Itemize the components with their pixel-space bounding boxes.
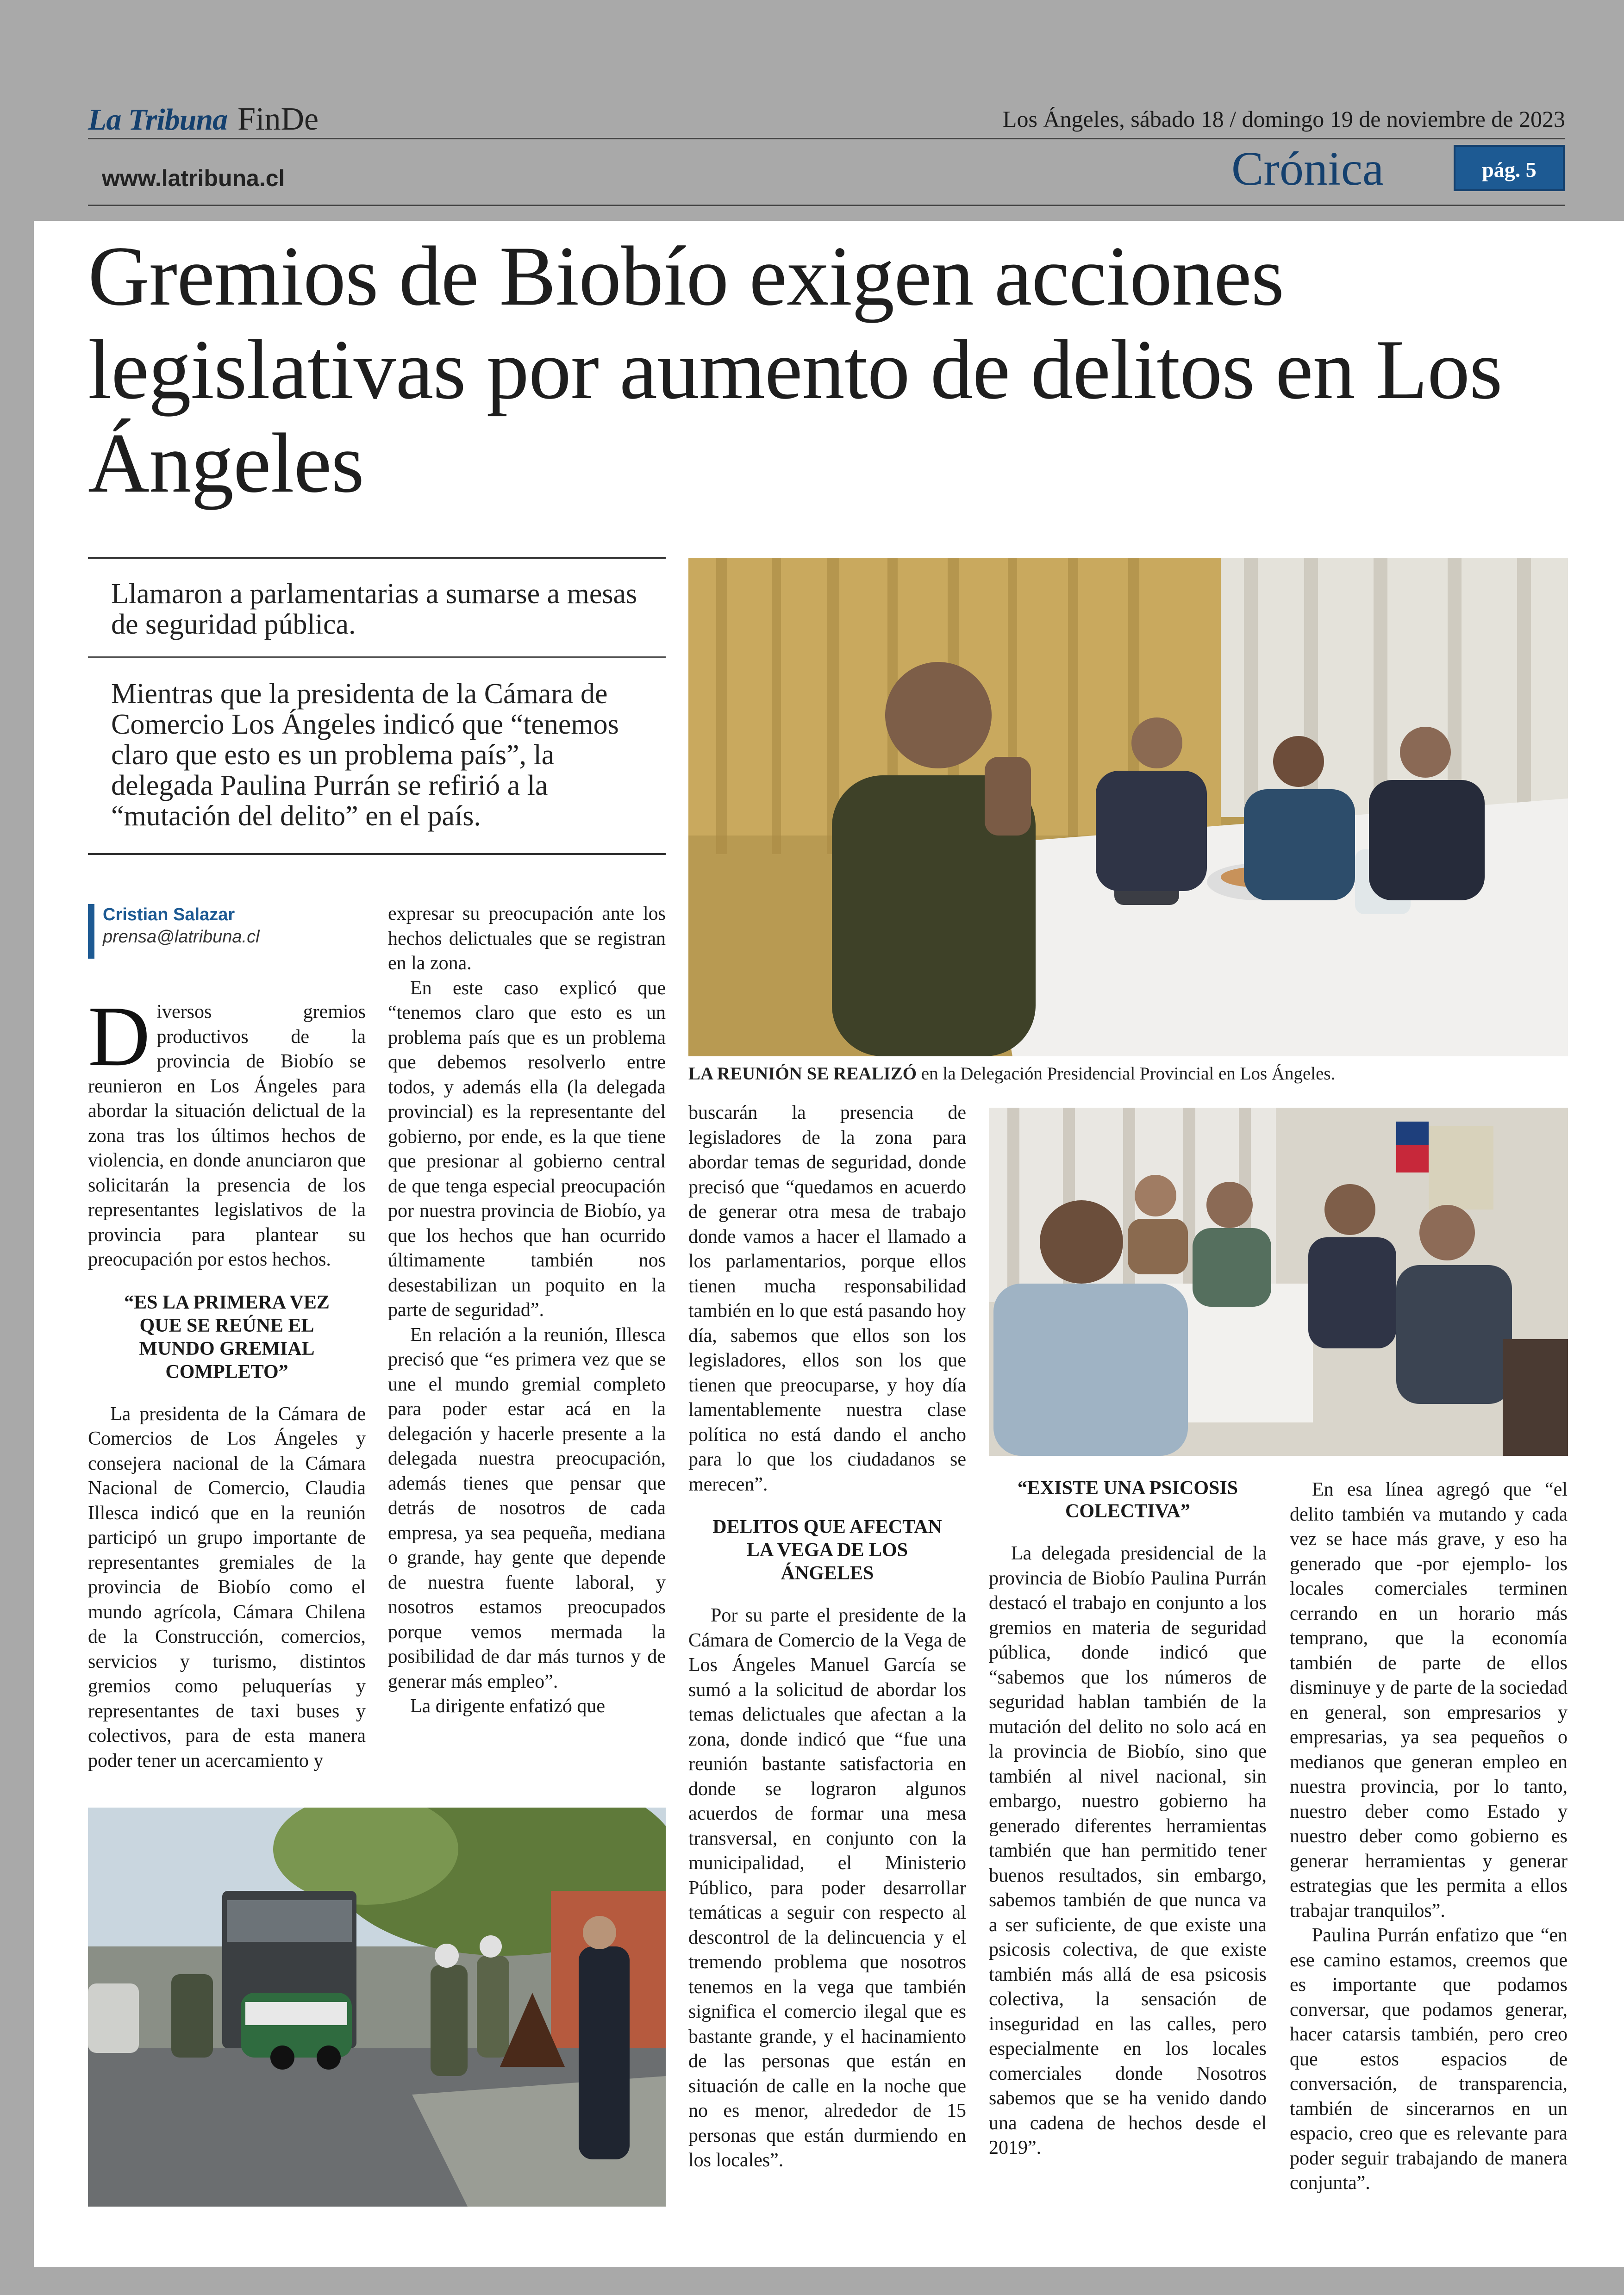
section-title: Crónica <box>1231 142 1384 195</box>
header-rule-bottom <box>88 205 1565 206</box>
body-paragraph: En este caso explicó que “tenemos claro que esto es un problema país que es un problema que debemos resolverlo entre todos, y además ella (la delegada provincial) es la representante del gobierno, por ende, es la que tiene que presionar al gobierno central de que tenga especial preocupación por nuestra provincia de Biobío, ya que los hechos que han ocurrido últimamente también nos desestabilizan un poquito en la parte de seguridad”. <box>388 977 666 1321</box>
body-paragraph: Paulina Purrán enfatizo que “en ese camino estamos, creemos que es importante que podamos conversar, que podamos generar, hacer catarsis también, pero creo que estos espacios de conversación, de transparencia, también de sincerarnos en un espacio, creo que es relevante para poder seguir trabajando de manera conjunta”. <box>1290 1925 1568 2194</box>
subhead-primera-vez: “ES LA PRIMERA VEZ QUE SE REÚNE EL MUNDO GREMIAL COMPLETO” <box>124 1291 330 1383</box>
body-paragraph: buscarán la presencia de legisladores de la zona para abordar temas de seguridad, donde precisó que “quedamos en acuerdo de generar otra mesa de trabajo donde vamos a hacer el llamado a los parlamentarios, porque ellos tienen mucha responsabilidad también en lo que está pasando hoy día, sabemos que ellos son los legisladores, ellos son los que tienen que preocuparse, y hoy día lamentablemente nuestra clase política no está dando el ancho para lo que los ciudadanos se merecen”. <box>688 1102 966 1495</box>
body-paragraph: Por su parte el presidente de la Cámara de Comercio de la Vega de Los Ángeles Manuel García se sumó a la solicitud de abordar los temas delictuales que afectan a la zona, donde indicó que “fue una reunión bastante satisfactoria en donde se lograron algunos acuerdos de formar una mesa transversal, en conjunto con la municipalidad, el Ministerio Público, para poder desarrollar temáticas a seguir con respecto al descontrol de la delincuencia y el tremendo problema que nosotros tenemos en la vega que también significa el comercio ilegal que es bastante grande, y el hacinamiento de las personas que están en situación de calle en la noche que no es menor, alrededor de 15 personas que están durmiendo en los locales”. <box>688 1605 966 2171</box>
website-link[interactable]: www.latribuna.cl <box>102 165 285 191</box>
body-paragraph: La dirigente enfatizó que <box>410 1696 605 1717</box>
body-paragraph: En relación a la reunión, Illesca precisó que “es primera vez que se une el mundo gremial completo para poder estar acá en la delegación y hacerle presente a la delegada nuestra preocupación, además tienes que pensar que detrás de nosotros de cada empresa, ya sea pequeña, mediana o grande, hay gente que depende de nuestra fuente laboral, y nosotros estamos preocupados porque vemos mermada la posibilidad de dar más turnos y de generar más empleo”. <box>388 1324 666 1692</box>
body-paragraph: En esa línea agregó que “el delito también va mutando y cada vez se hace más grave, y eso ha generado que -por ejemplo- los locales comerciales terminen cerrando en un horario más temprano, que la economía también de parte de ellos disminuye y de parte de la sociedad en general, son empresarios y empresarias, ya sea pequeños o medianos que generan empleo en nuestra provincia, por lo tanto, nuestro deber como Estado y nuestro deber como gobierno es generar herramientas y generar estrategias que les permita a ellos trabajar tranquilos”. <box>1290 1479 1568 1921</box>
drop-cap: D <box>88 989 150 1084</box>
street-police-photo <box>88 1808 666 2207</box>
body-paragraph: expresar su preocupación ante los hechos delictuales que se registran en la zona. <box>388 903 666 974</box>
group-photo <box>989 1108 1568 1456</box>
article-headline: Gremios de Biobío exigen acciones legislativas por aumento de delitos en Los Ángeles <box>88 229 1502 510</box>
subhead-psicosis: “EXISTE UNA PSICOSIS COLECTIVA” <box>1017 1478 1238 1522</box>
page-number-badge: pág. 5 <box>1454 145 1565 191</box>
caption-text: en la Delegación Presidencial Provincial en Los Ángeles. <box>921 1064 1336 1084</box>
caption-lead: LA REUNIÓN SE REALIZÓ <box>688 1064 917 1084</box>
newspaper-logo: La Tribuna <box>88 103 228 137</box>
article-column-4 <box>989 1477 1267 2161</box>
body-paragraph: La delegada presidencial de la provincia de Biobío Paulina Purrán destacó el trabajo en conjunto a los gremios en materia de seguridad pública, donde indicó que “sabemos que los números de seguridad hablan también de la mutación del delito no solo acá en la provincia de Biobío, sino que también al nivel nacional, sin embargo, nuestro gobierno ha generado diferentes herramientas también que han permitido tener buenos resultados, sin embargo, sabemos también de que nunca va a ser suficiente, de que existe una psicosis colectiva, de que existe también más allá de esa psicosis colectiva, la sensación de inseguridad en las calles, pero especialmente en los locales comerciales donde Nosotros sabemos que se ha venido dando una cadena de hechos desde el 2019”. <box>989 1543 1267 2158</box>
edition-name: FinDe <box>237 101 319 137</box>
deck-rule-2 <box>88 656 666 658</box>
article-column-3 <box>688 1101 966 2173</box>
meeting-photo <box>688 558 1568 1056</box>
deck-rule-3 <box>88 853 666 855</box>
article-column-2 <box>388 902 666 1719</box>
byline-accent-bar <box>88 904 94 959</box>
article-column-5 <box>1290 1478 1568 2196</box>
subhead-delitos-vega: DELITOS QUE AFECTAN LA VEGA DE LOS ÁNGELES <box>712 1516 942 1584</box>
deck-summary-1: Llamaron a parlamentarias a sumarse a mesas de seguridad pública. <box>111 578 637 640</box>
lead-text: iversos gremios productivos de la provincia de Biobío se reunieron en Los Ángeles para abordar la situación delictual de la zona tras los últimos hechos de violencia, en donde anunciaron que solicitarán la presencia de los representantes legislativos de la provincia para plantear su preocupación por estos hechos. <box>88 1001 366 1270</box>
deck-summary-2: Mientras que la presidenta de la Cámara de Comercio Los Ángeles indicó que “tenemos claro que esto es un problema país”, la delegada Paulina Purrán se refirió a la “mutación del delito” en el país. <box>111 678 619 832</box>
byline-email[interactable]: prensa@latribuna.cl <box>103 927 260 947</box>
body-paragraph: La presidenta de la Cámara de Comercios de Los Ángeles y consejera nacional de la Cámara Nacional de Comercio, Claudia Illesca indicó que en la reunión participó un grupo importante de representantes gremiales de la provincia de Biobío como el mundo agrícola, Cámara Chilena de la Construcción, comercios, servicios y turismo, distintos gremios como peluquerías y representantes de taxi buses y colectivos, para de esta manera poder tener un acercamiento y <box>88 1403 366 1771</box>
lead-paragraph <box>88 989 366 1272</box>
article-column-1 <box>88 989 366 1773</box>
photo-caption <box>688 1060 1568 1088</box>
masthead <box>88 101 319 138</box>
deck-rule-1 <box>88 557 666 559</box>
edition-date: Los Ángeles, sábado 18 / domingo 19 de noviembre de 2023 <box>1002 106 1565 132</box>
byline-author: Cristian Salazar <box>103 905 235 924</box>
